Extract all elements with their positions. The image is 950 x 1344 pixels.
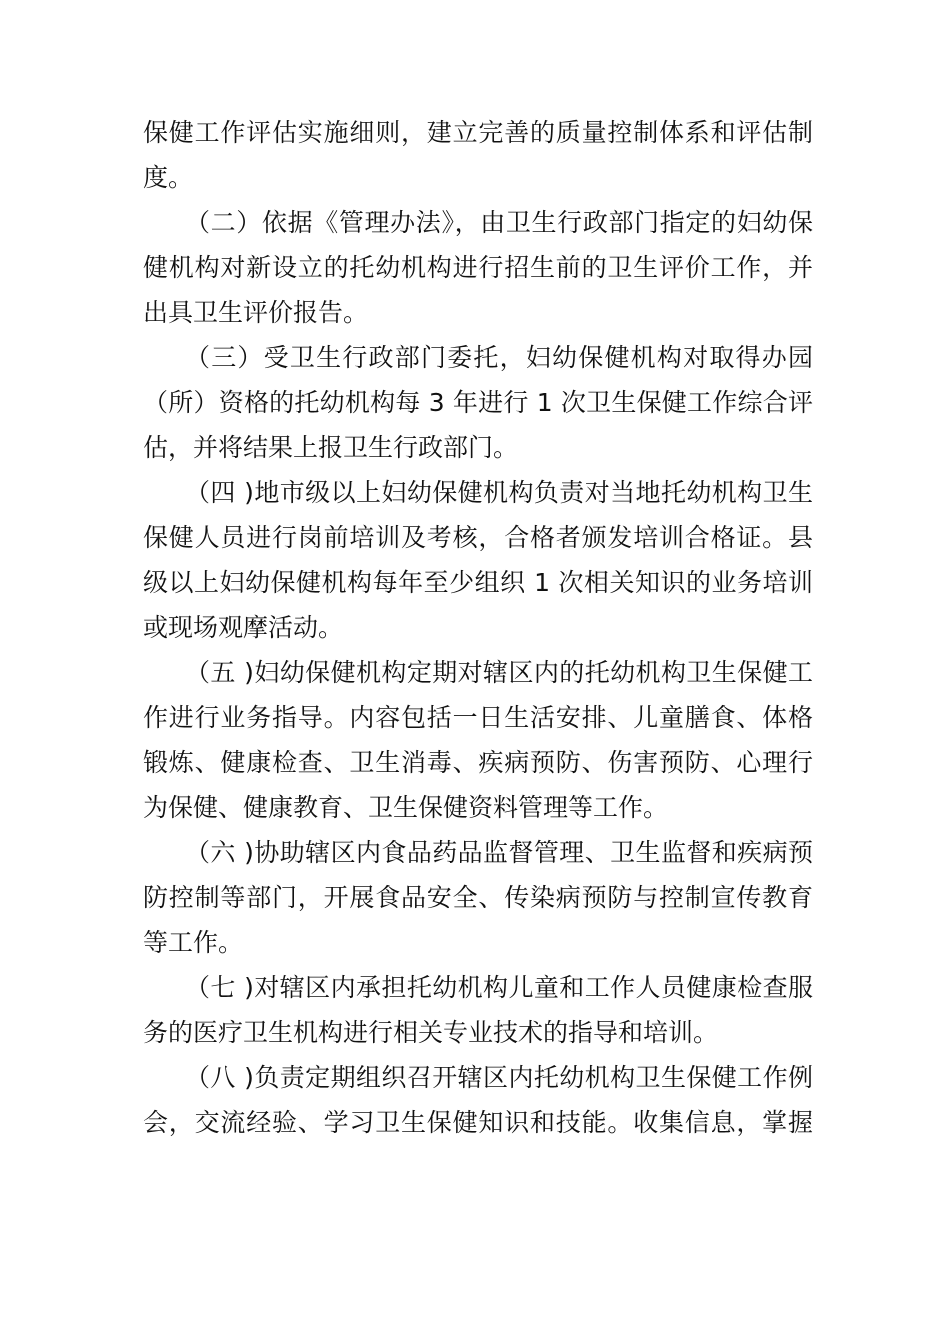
text-line: 锻炼、健康检查、卫生消毒、疾病预防、伤害预防、心理行 — [143, 748, 813, 777]
text-line: 保健工作评估实施细则，建立完善的质量控制体系和评估制 — [143, 118, 813, 147]
text-line: 务的医疗卫生机构进行相关专业技术的指导和培训。 — [143, 1018, 719, 1047]
text-line: （七 )对辖区内承担托幼机构儿童和工作人员健康检查服 — [185, 973, 813, 1002]
text-line: 度。 — [143, 163, 194, 192]
text-line: 出具卫生评价报告。 — [143, 298, 369, 327]
text-line: 作进行业务指导。内容包括一日生活安排、儿童膳食、体格 — [143, 703, 813, 732]
text-line: 等工作。 — [143, 928, 244, 957]
text-line: 级以上妇幼保健机构每年至少组织 1 次相关知识的业务培训 — [143, 568, 813, 597]
text-line: 为保健、健康教育、卫生保健资料管理等工作。 — [143, 793, 669, 822]
text-line: （三）受卫生行政部门委托，妇幼保健机构对取得办园 — [185, 343, 813, 372]
text-line: （六 )协助辖区内食品药品监督管理、卫生监督和疾病预 — [185, 838, 813, 867]
text-line: （五 )妇幼保健机构定期对辖区内的托幼机构卫生保健工 — [185, 658, 813, 687]
text-line: 或现场观摩活动。 — [143, 613, 344, 642]
text-line: 估，并将结果上报卫生行政部门。 — [143, 433, 519, 462]
text-line: （二）依据《管理办法》，由卫生行政部门指定的妇幼保 — [185, 208, 813, 237]
text-line: （所）资格的托幼机构每 3 年进行 1 次卫生保健工作综合评 — [143, 388, 813, 417]
text-line: 保健人员进行岗前培训及考核，合格者颁发培训合格证。县 — [143, 523, 813, 552]
document-body — [143, 110, 813, 1145]
text-line: 健机构对新设立的托幼机构进行招生前的卫生评价工作，并 — [143, 253, 813, 282]
text-line: 防控制等部门，开展食品安全、传染病预防与控制宣传教育 — [143, 883, 813, 912]
text-line: （四 )地市级以上妇幼保健机构负责对当地托幼机构卫生 — [185, 478, 813, 507]
text-line: 会，交流经验、学习卫生保健知识和技能。收集信息，掌握 — [143, 1108, 813, 1137]
text-line: （八 )负责定期组织召开辖区内托幼机构卫生保健工作例 — [185, 1063, 813, 1092]
